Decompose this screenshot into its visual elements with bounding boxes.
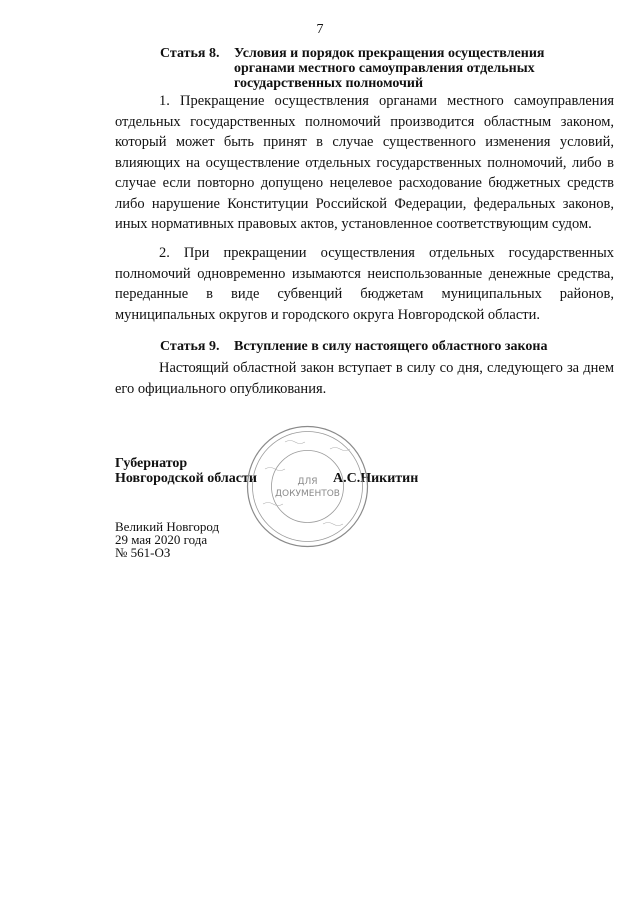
- place: Великий Новгород: [115, 519, 220, 534]
- article-9-title: Вступление в силу настоящего областного закона: [234, 339, 548, 354]
- article-8-paragraph-1: 1. Прекращение осуществления органами местного самоуправления отдельных государственных полномочий производится областным законом, который может быть принят в случае существенного изменения условий, влияющих на осуществление отдельных государственных полномочий, либо в случае если повторно допущено нецелевое расходование бюджетных средств либо нарушение Конституции Российской Федерации, федеральных законов, иных нормативных правовых актов, установленное соответствующим судом.: [115, 93, 614, 232]
- article-9-heading: [160, 339, 580, 354]
- article-8-number: Статья 8.: [160, 46, 220, 61]
- signatory-name: А.С.Никитин: [333, 471, 419, 486]
- stamp-text-line: ДЛЯ: [297, 477, 318, 487]
- article-8-heading: [160, 46, 580, 91]
- page-number: 7: [316, 22, 324, 37]
- law-number: № 561-ОЗ: [115, 545, 171, 560]
- article-8-title-line: Условия и порядок прекращения осуществления: [234, 46, 545, 61]
- article-8-title-line: органами местного самоуправления отдельных: [234, 61, 535, 76]
- article-9-paragraph: Настоящий областной закон вступает в силу со дня, следующего за днем его официального опубликования.: [115, 360, 614, 397]
- signatory-title-line: Новгородской области: [115, 471, 257, 486]
- date: 29 мая 2020 года: [115, 532, 208, 547]
- official-seal-stamp: [245, 424, 370, 549]
- article-8-title-line: государственных полномочий: [234, 76, 424, 91]
- place-date-block: [115, 520, 219, 559]
- signatory-title-line: Губернатор: [115, 456, 188, 471]
- article-8-paragraph-2: 2. При прекращении осуществления отдельных государственных полномочий одновременно изымаются неиспользованные денежные средства, переданные в виде субвенций бюджетам муниципальных районов, муниципальных округов и городского округа Новгородской области.: [115, 245, 614, 323]
- stamp-text-line: ДОКУМЕНТОВ: [275, 489, 340, 499]
- signatory-title: [115, 456, 257, 486]
- article-8-title: [234, 46, 580, 91]
- article-9-number: Статья 9.: [160, 339, 220, 354]
